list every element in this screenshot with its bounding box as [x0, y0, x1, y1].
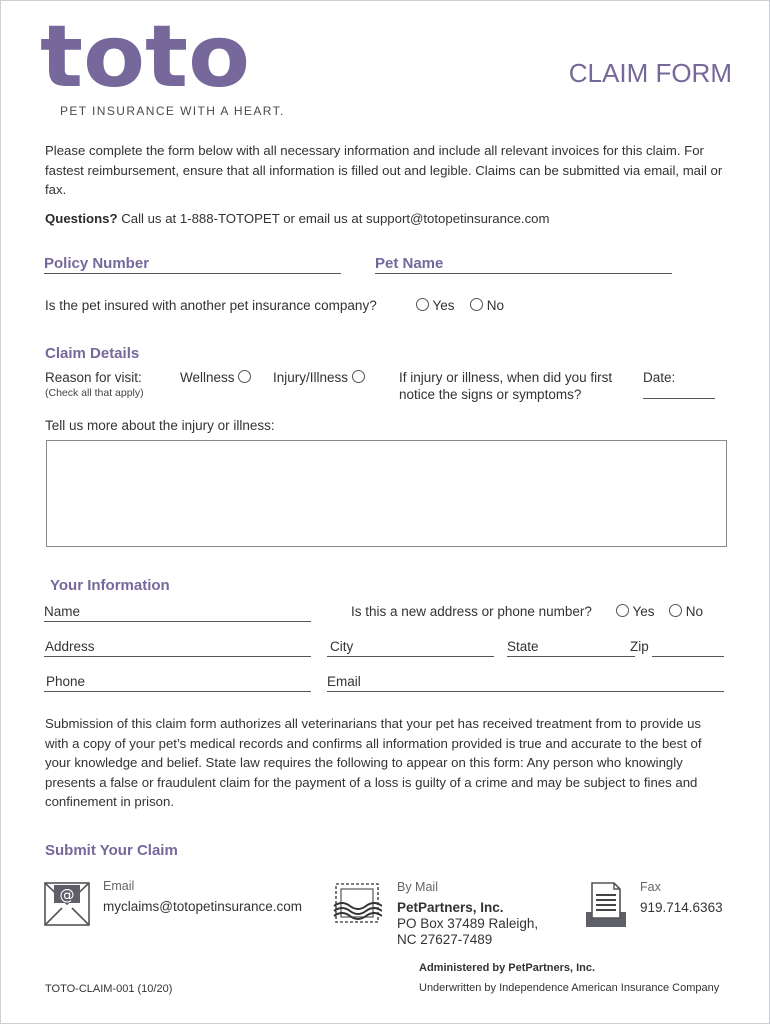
- injury-label: Injury/Illness: [273, 370, 349, 385]
- your-info-heading: Your Information: [50, 577, 170, 594]
- email-field[interactable]: [327, 691, 724, 692]
- fax-document-icon: [585, 882, 627, 928]
- pet-name-label: Pet Name: [375, 255, 444, 272]
- fax-number: 919.714.6363: [640, 900, 723, 915]
- radio-no[interactable]: [470, 298, 483, 311]
- other-insurance-yes[interactable]: [416, 298, 455, 313]
- submit-email-address[interactable]: myclaims@totopetinsurance.com: [103, 899, 303, 914]
- state-field[interactable]: [507, 656, 635, 657]
- email-label: Email: [327, 674, 361, 689]
- new-address-yes[interactable]: [616, 604, 655, 619]
- mail-company: PetPartners, Inc.: [397, 900, 504, 915]
- svg-text:@: @: [59, 886, 75, 904]
- radio-yes[interactable]: [416, 298, 429, 311]
- address-label: Address: [45, 639, 95, 654]
- no-label: No: [486, 298, 505, 313]
- new-address-question: Is this a new address or phone number?: [351, 604, 592, 619]
- form-title: CLAIM FORM: [568, 58, 732, 88]
- other-insurance-question: Is the pet insured with another pet insurance company?: [45, 298, 377, 313]
- questions-text: Call us at 1-888-TOTOPET or email us at support@totopetinsurance.com: [121, 211, 550, 226]
- date-field[interactable]: [643, 398, 715, 399]
- administered-by: Administered by PetPartners, Inc.: [419, 962, 596, 974]
- mail-address-line2: NC 27627-7489: [397, 932, 493, 947]
- phone-label: Phone: [46, 674, 86, 689]
- policy-number-label: Policy Number: [44, 255, 150, 272]
- form-code: TOTO-CLAIM-001 (10/20): [45, 983, 173, 995]
- injury-option[interactable]: [273, 370, 365, 385]
- phone-field[interactable]: [44, 691, 311, 692]
- new-address-no-label: No: [685, 604, 704, 619]
- zip-field[interactable]: [652, 656, 724, 657]
- intro-paragraph: Please complete the form below with all necessary information and include all relevant invoices for this claim. For fastest reimbursement, ensure that all information is filled out and legible. Claims can be submitted via email, mail or fax.: [45, 143, 723, 197]
- zip-label: Zip: [630, 639, 649, 654]
- yes-label: Yes: [432, 298, 455, 313]
- policy-number-field[interactable]: [44, 273, 341, 274]
- submit-fax-label: Fax: [640, 880, 661, 894]
- logo-wordmark: toto: [40, 14, 250, 94]
- postage-stamp-icon: [332, 880, 382, 926]
- claim-details-heading: Claim Details: [45, 345, 140, 362]
- first-notice-line1: If injury or illness, when did you first: [399, 370, 613, 385]
- underwritten-by: Underwritten by Independence American Insurance Company: [419, 982, 720, 994]
- submit-mail-label: By Mail: [397, 880, 438, 894]
- submit-email-label: Email: [103, 879, 135, 893]
- tagline: PET INSURANCE WITH A HEART.: [60, 104, 285, 118]
- injury-radio[interactable]: [352, 370, 365, 383]
- city-field[interactable]: [327, 656, 494, 657]
- new-address-no-radio[interactable]: [669, 604, 682, 617]
- wellness-radio[interactable]: [238, 370, 251, 383]
- address-field[interactable]: [44, 656, 311, 657]
- state-label: State: [507, 639, 539, 654]
- reason-label: Reason for visit:: [45, 370, 142, 385]
- injury-description-textarea[interactable]: [46, 440, 727, 547]
- email-envelope-icon: [44, 882, 90, 926]
- new-address-yes-radio[interactable]: [616, 604, 629, 617]
- name-label: Name: [44, 604, 81, 619]
- name-field[interactable]: [44, 621, 311, 622]
- legal-statement: Submission of this claim form authorizes all veterinarians that your pet has received treatment from to provide us with a copy of your pet’s medical records and confirms all information provided is true and accurate to the best of your knowledge and belief. State law requires the following to appear on this form: Any person who knowingly presents a false or fraudulent claim for the payment of a loss is guilty of a crime and may be subject to fines and confinement in prison.: [45, 716, 702, 809]
- reason-hint: (Check all that apply): [45, 387, 144, 399]
- new-address-no[interactable]: [669, 604, 703, 619]
- other-insurance-no[interactable]: [470, 298, 504, 313]
- date-label: Date:: [643, 370, 676, 385]
- questions-line: [45, 211, 549, 226]
- tell-more-label: Tell us more about the injury or illness:: [45, 418, 275, 433]
- mail-address-line1: PO Box 37489 Raleigh,: [397, 916, 539, 931]
- city-label: City: [330, 639, 354, 654]
- first-notice-line2: notice the signs or symptoms?: [399, 387, 582, 402]
- questions-label: Questions?: [45, 211, 118, 226]
- new-address-yes-label: Yes: [632, 604, 655, 619]
- wellness-label: Wellness: [180, 370, 235, 385]
- pet-name-field[interactable]: [375, 273, 672, 274]
- toto-logo: [40, 14, 255, 94]
- wellness-option[interactable]: [180, 370, 251, 385]
- submit-heading: Submit Your Claim: [45, 842, 178, 859]
